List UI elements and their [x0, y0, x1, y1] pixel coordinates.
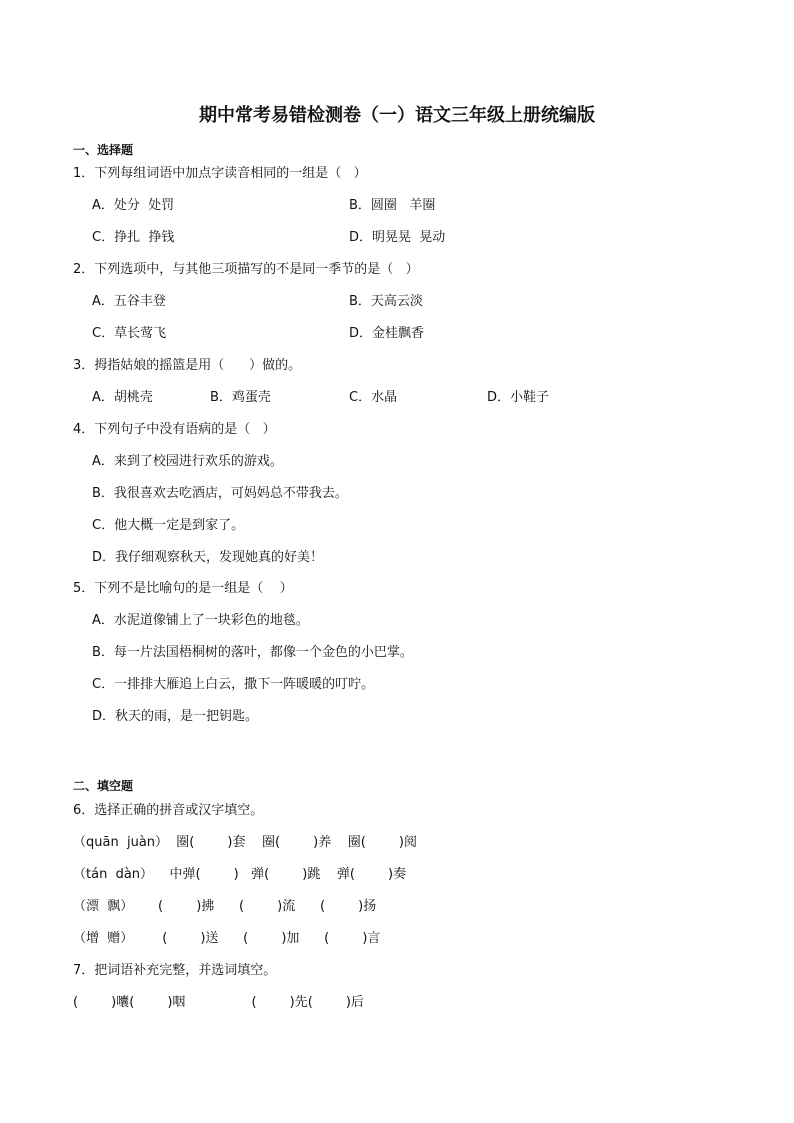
- question-1-stem: 1．下列每组词语中加点字读音相同的一组是（ ）: [73, 166, 367, 181]
- q3-option-c: C．水晶: [349, 390, 398, 405]
- page-title: 期中常考易错检测卷（一）语文三年级上册统编版: [199, 105, 595, 126]
- question-2-stem: 2．下列选项中，与其他三项描写的不是同一季节的是（ ）: [73, 262, 419, 277]
- q3-option-a: A．胡桃壳: [92, 390, 153, 405]
- question-5-stem: 5．下列不是比喻句的是一组是（ ）: [73, 581, 293, 596]
- q5-option-d: D．秋天的雨，是一把钥匙。: [92, 709, 259, 724]
- q5-option-c: C．一排排大雁追上白云，撒下一阵暖暖的叮咛。: [92, 677, 375, 692]
- q1-option-b: B．圆圈 羊圈: [349, 198, 436, 213]
- section-heading-fill: 二、填空题: [73, 779, 134, 793]
- q4-option-a: A．来到了校园进行欢乐的游戏。: [92, 454, 283, 469]
- question-6-stem: 6．选择正确的拼音或汉字填空。: [73, 803, 264, 818]
- q2-option-b: B．天高云淡: [349, 294, 423, 309]
- q2-option-a: A．五谷丰登: [92, 294, 166, 309]
- q3-option-d: D．小鞋子: [487, 390, 550, 405]
- question-3-stem: 3．拇指姑娘的摇篮是用（ ）做的。: [73, 358, 302, 373]
- q6-row-zeng: （增 赠） ( )送 ( )加 ( )言: [73, 931, 381, 946]
- q1-option-a: A．处分 处罚: [92, 198, 175, 213]
- section-heading-choice: 一、选择题: [73, 143, 134, 157]
- q7-row-1: ( )囔( )咽 ( )先( )后: [73, 995, 364, 1010]
- q1-option-c: C．挣扎 挣钱: [92, 230, 175, 245]
- q6-row-tan-dan: （tán dàn） 中弹( ) 弹( )跳 弹( )奏: [73, 867, 407, 882]
- q4-option-c: C．他大概一定是到家了。: [92, 518, 245, 533]
- q2-option-c: C．草长莺飞: [92, 326, 167, 341]
- q6-row-piao: （漂 飘） ( )拂 ( )流 ( )扬: [73, 899, 377, 914]
- q4-option-d: D．我仔细观察秋天，发现她真的好美！: [92, 550, 324, 565]
- q3-option-b: B．鸡蛋壳: [210, 390, 271, 405]
- q5-option-a: A．水泥道像铺上了一块彩色的地毯。: [92, 613, 309, 628]
- q5-option-b: B．每一片法国梧桐树的落叶，都像一个金色的小巴掌。: [92, 645, 413, 660]
- q2-option-d: D．金桂飘香: [349, 326, 425, 341]
- q1-option-d: D．明晃晃 晃动: [349, 230, 446, 245]
- q4-option-b: B．我很喜欢去吃酒店，可妈妈总不带我去。: [92, 486, 348, 501]
- q6-row-quan-juan: （quān juàn） 圈( )套 圈( )养 圈( )阅: [73, 835, 417, 850]
- question-7-stem: 7．把词语补充完整，并选词填空。: [73, 963, 277, 978]
- question-4-stem: 4．下列句子中没有语病的是（ ）: [73, 422, 276, 437]
